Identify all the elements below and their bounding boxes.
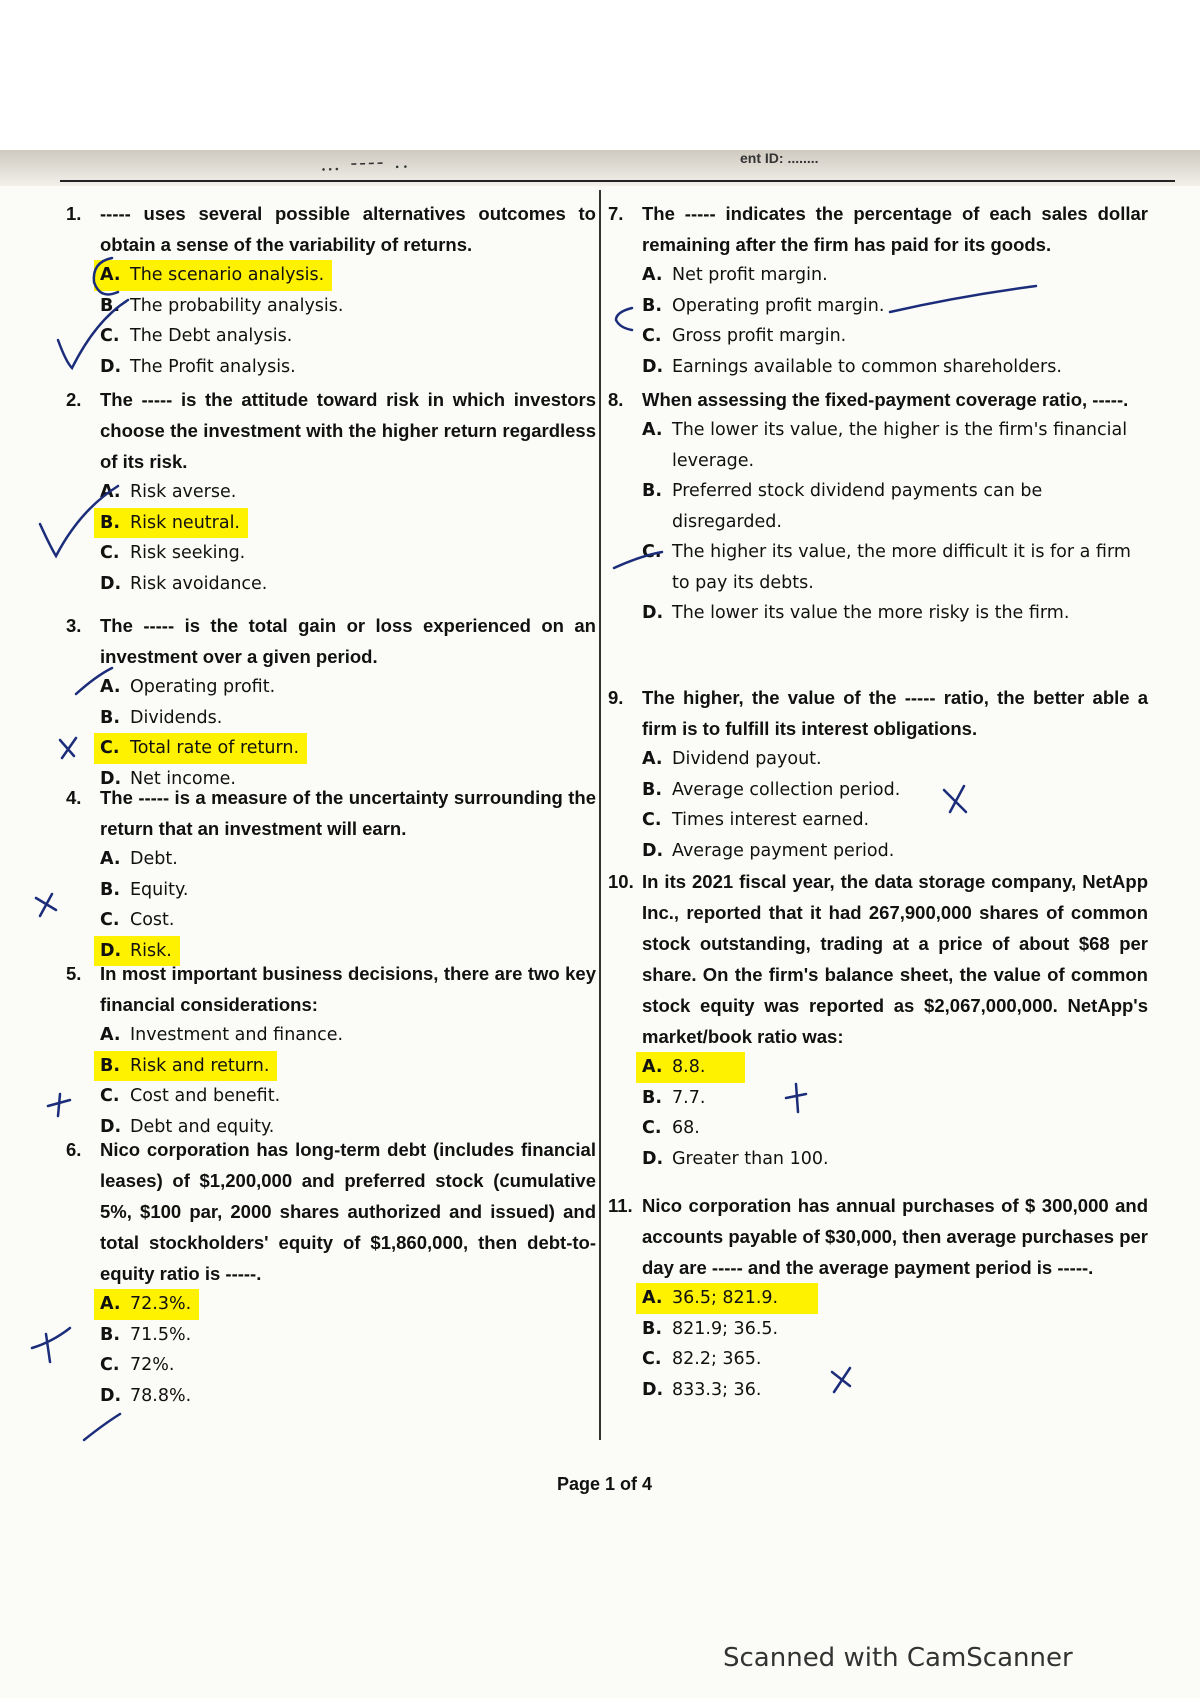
option-c[interactable]: C. 72%. <box>100 1355 175 1375</box>
option-b[interactable]: B. Operating profit margin. <box>642 295 885 316</box>
option-a[interactable] <box>608 1052 1148 1083</box>
question-stem: Nico corporation has long-term debt (includes financial leases) of $1,200,000 and preferred stock (cumulative 5%, $100 par, 2000 shares authorized and issued) and total stockholders' equity of $1,860,000, then debt-to-equity ratio is -----. <box>100 1139 596 1284</box>
option-d[interactable]: D. Risk avoidance. <box>100 573 268 594</box>
question-stem: The higher, the value of the ----- ratio, the better able a firm is to fulfill its interest obligations. <box>642 687 1148 739</box>
question-number: 2. <box>66 389 82 410</box>
answer-highlight: B. Risk neutral. <box>94 508 248 539</box>
question-stem: When assessing the fixed-payment coverage ratio, -----. <box>642 389 1129 410</box>
question-number: 7. <box>608 203 624 224</box>
question-3 <box>66 610 596 794</box>
option-c[interactable]: C. 68. <box>642 1118 700 1138</box>
question-number: 10. <box>608 871 634 892</box>
question-stem: The ----- is the total gain or loss experienced on an investment over a given period. <box>100 615 596 667</box>
header-handwriting: … ---- .. <box>319 148 411 176</box>
option-a[interactable] <box>66 1289 596 1320</box>
question-number: 11. <box>608 1195 633 1216</box>
option-d[interactable]: D. Debt and equity. <box>100 1116 275 1137</box>
option-a[interactable]: A. Net profit margin. <box>642 265 828 285</box>
option-d[interactable]: D. The lower its value the more risky is the firm. <box>642 603 1070 623</box>
question-5 <box>66 958 596 1142</box>
option-c[interactable]: C. 82.2; 365. <box>642 1349 762 1369</box>
option-a[interactable]: A. Investment and finance. <box>100 1025 344 1045</box>
option-b[interactable]: B. 821.9; 36.5. <box>642 1318 779 1339</box>
question-7 <box>608 198 1148 382</box>
header-student-id: ent ID: ........ <box>740 150 819 166</box>
option-c[interactable]: C. Risk seeking. <box>100 543 246 563</box>
answer-highlight: D. Risk. <box>94 936 180 967</box>
option-b[interactable]: B. Preferred stock dividend payments can be disregarded. <box>642 481 1043 532</box>
column-divider <box>599 190 601 1440</box>
question-9 <box>608 682 1148 866</box>
question-stem: The ----- is a measure of the uncertainty surrounding the return that an investment will earn. <box>100 787 596 839</box>
option-b[interactable]: B. Equity. <box>100 879 189 900</box>
question-11 <box>608 1190 1148 1405</box>
question-stem: ----- uses several possible alternatives outcomes to obtain a sense of the variability of returns. <box>100 203 596 255</box>
question-8 <box>608 384 1148 629</box>
question-6 <box>66 1134 596 1411</box>
question-stem: Nico corporation has annual purchases of $ 300,000 and accounts payable of $30,000, then average purchases per day are ----- and the average payment period is -----. <box>642 1195 1148 1278</box>
option-d[interactable]: D. Average payment period. <box>642 840 895 861</box>
option-b[interactable]: B. Dividends. <box>100 707 223 728</box>
question-stem: In its 2021 fiscal year, the data storage company, NetApp Inc., reported that it had 267,900,000 shares of common stock outstanding, trading at a price of about $68 per share. On the firm's balance sheet, the value of common stock equity was reported as $2,067,000,000. NetApp's market/book ratio was: <box>642 871 1148 1047</box>
option-a[interactable] <box>66 260 596 291</box>
option-b[interactable]: B. 7.7. <box>642 1087 706 1108</box>
page-number: Page 1 of 4 <box>557 1474 653 1494</box>
option-c[interactable]: C. The higher its value, the more difficult it is for a firm to pay its debts. <box>642 542 1131 593</box>
question-stem: The ----- indicates the percentage of each sales dollar remaining after the firm has paid for its goods. <box>642 203 1148 255</box>
option-c[interactable] <box>66 733 596 764</box>
question-stem: The ----- is the attitude toward risk in which investors choose the investment with the higher return regardless of its risk. <box>100 389 596 472</box>
answer-highlight: B. Risk and return. <box>94 1051 277 1082</box>
option-a[interactable] <box>608 1283 1148 1314</box>
question-stem: In most important business decisions, there are two key financial considerations: <box>100 963 596 1015</box>
scanner-watermark: Scanned with CamScanner <box>723 1643 1073 1673</box>
option-a[interactable]: A. The lower its value, the higher is the firm's financial leverage. <box>642 420 1128 471</box>
option-a[interactable]: A. Dividend payout. <box>642 749 822 769</box>
answer-highlight: A. 8.8. <box>636 1052 745 1083</box>
option-a[interactable]: A. Operating profit. <box>100 677 276 697</box>
option-c[interactable]: C. The Debt analysis. <box>100 326 293 346</box>
option-b[interactable] <box>66 1051 596 1082</box>
question-number: 5. <box>66 963 82 984</box>
option-c[interactable]: C. Cost. <box>100 910 175 930</box>
question-number: 6. <box>66 1139 82 1160</box>
option-b[interactable]: B. The probability analysis. <box>100 295 344 316</box>
question-10 <box>608 866 1148 1174</box>
option-d[interactable]: D. The Profit analysis. <box>100 356 296 377</box>
option-c[interactable]: C. Gross profit margin. <box>642 326 847 346</box>
question-number: 8. <box>608 389 624 410</box>
option-d[interactable]: D. Earnings available to common shareholders. <box>642 356 1062 377</box>
option-b[interactable]: B. 71.5%. <box>100 1324 192 1345</box>
answer-highlight: A. 36.5; 821.9. <box>636 1283 818 1314</box>
option-a[interactable]: A. Risk averse. <box>100 482 237 502</box>
option-b[interactable]: B. Average collection period. <box>642 779 901 800</box>
option-d[interactable]: D. 833.3; 36. <box>642 1379 762 1400</box>
answer-highlight: A. 72.3%. <box>94 1289 199 1320</box>
question-4 <box>66 782 596 966</box>
option-a[interactable]: A. Debt. <box>100 849 178 869</box>
question-1 <box>66 198 596 382</box>
option-d[interactable]: D. Greater than 100. <box>642 1148 829 1169</box>
answer-highlight: A. The scenario analysis. <box>94 260 332 291</box>
answer-highlight: C. Total rate of return. <box>94 733 307 764</box>
question-2 <box>66 384 596 599</box>
option-c[interactable]: C. Times interest earned. <box>642 810 870 830</box>
option-d[interactable]: D. Net income. <box>100 768 236 789</box>
option-c[interactable]: C. Cost and benefit. <box>100 1086 281 1106</box>
question-number: 3. <box>66 615 82 636</box>
header-rule <box>60 180 1175 182</box>
question-number: 1. <box>66 203 82 224</box>
question-number: 4. <box>66 787 82 808</box>
option-b[interactable] <box>66 508 596 539</box>
question-number: 9. <box>608 687 624 708</box>
option-d[interactable]: D. 78.8%. <box>100 1385 192 1406</box>
